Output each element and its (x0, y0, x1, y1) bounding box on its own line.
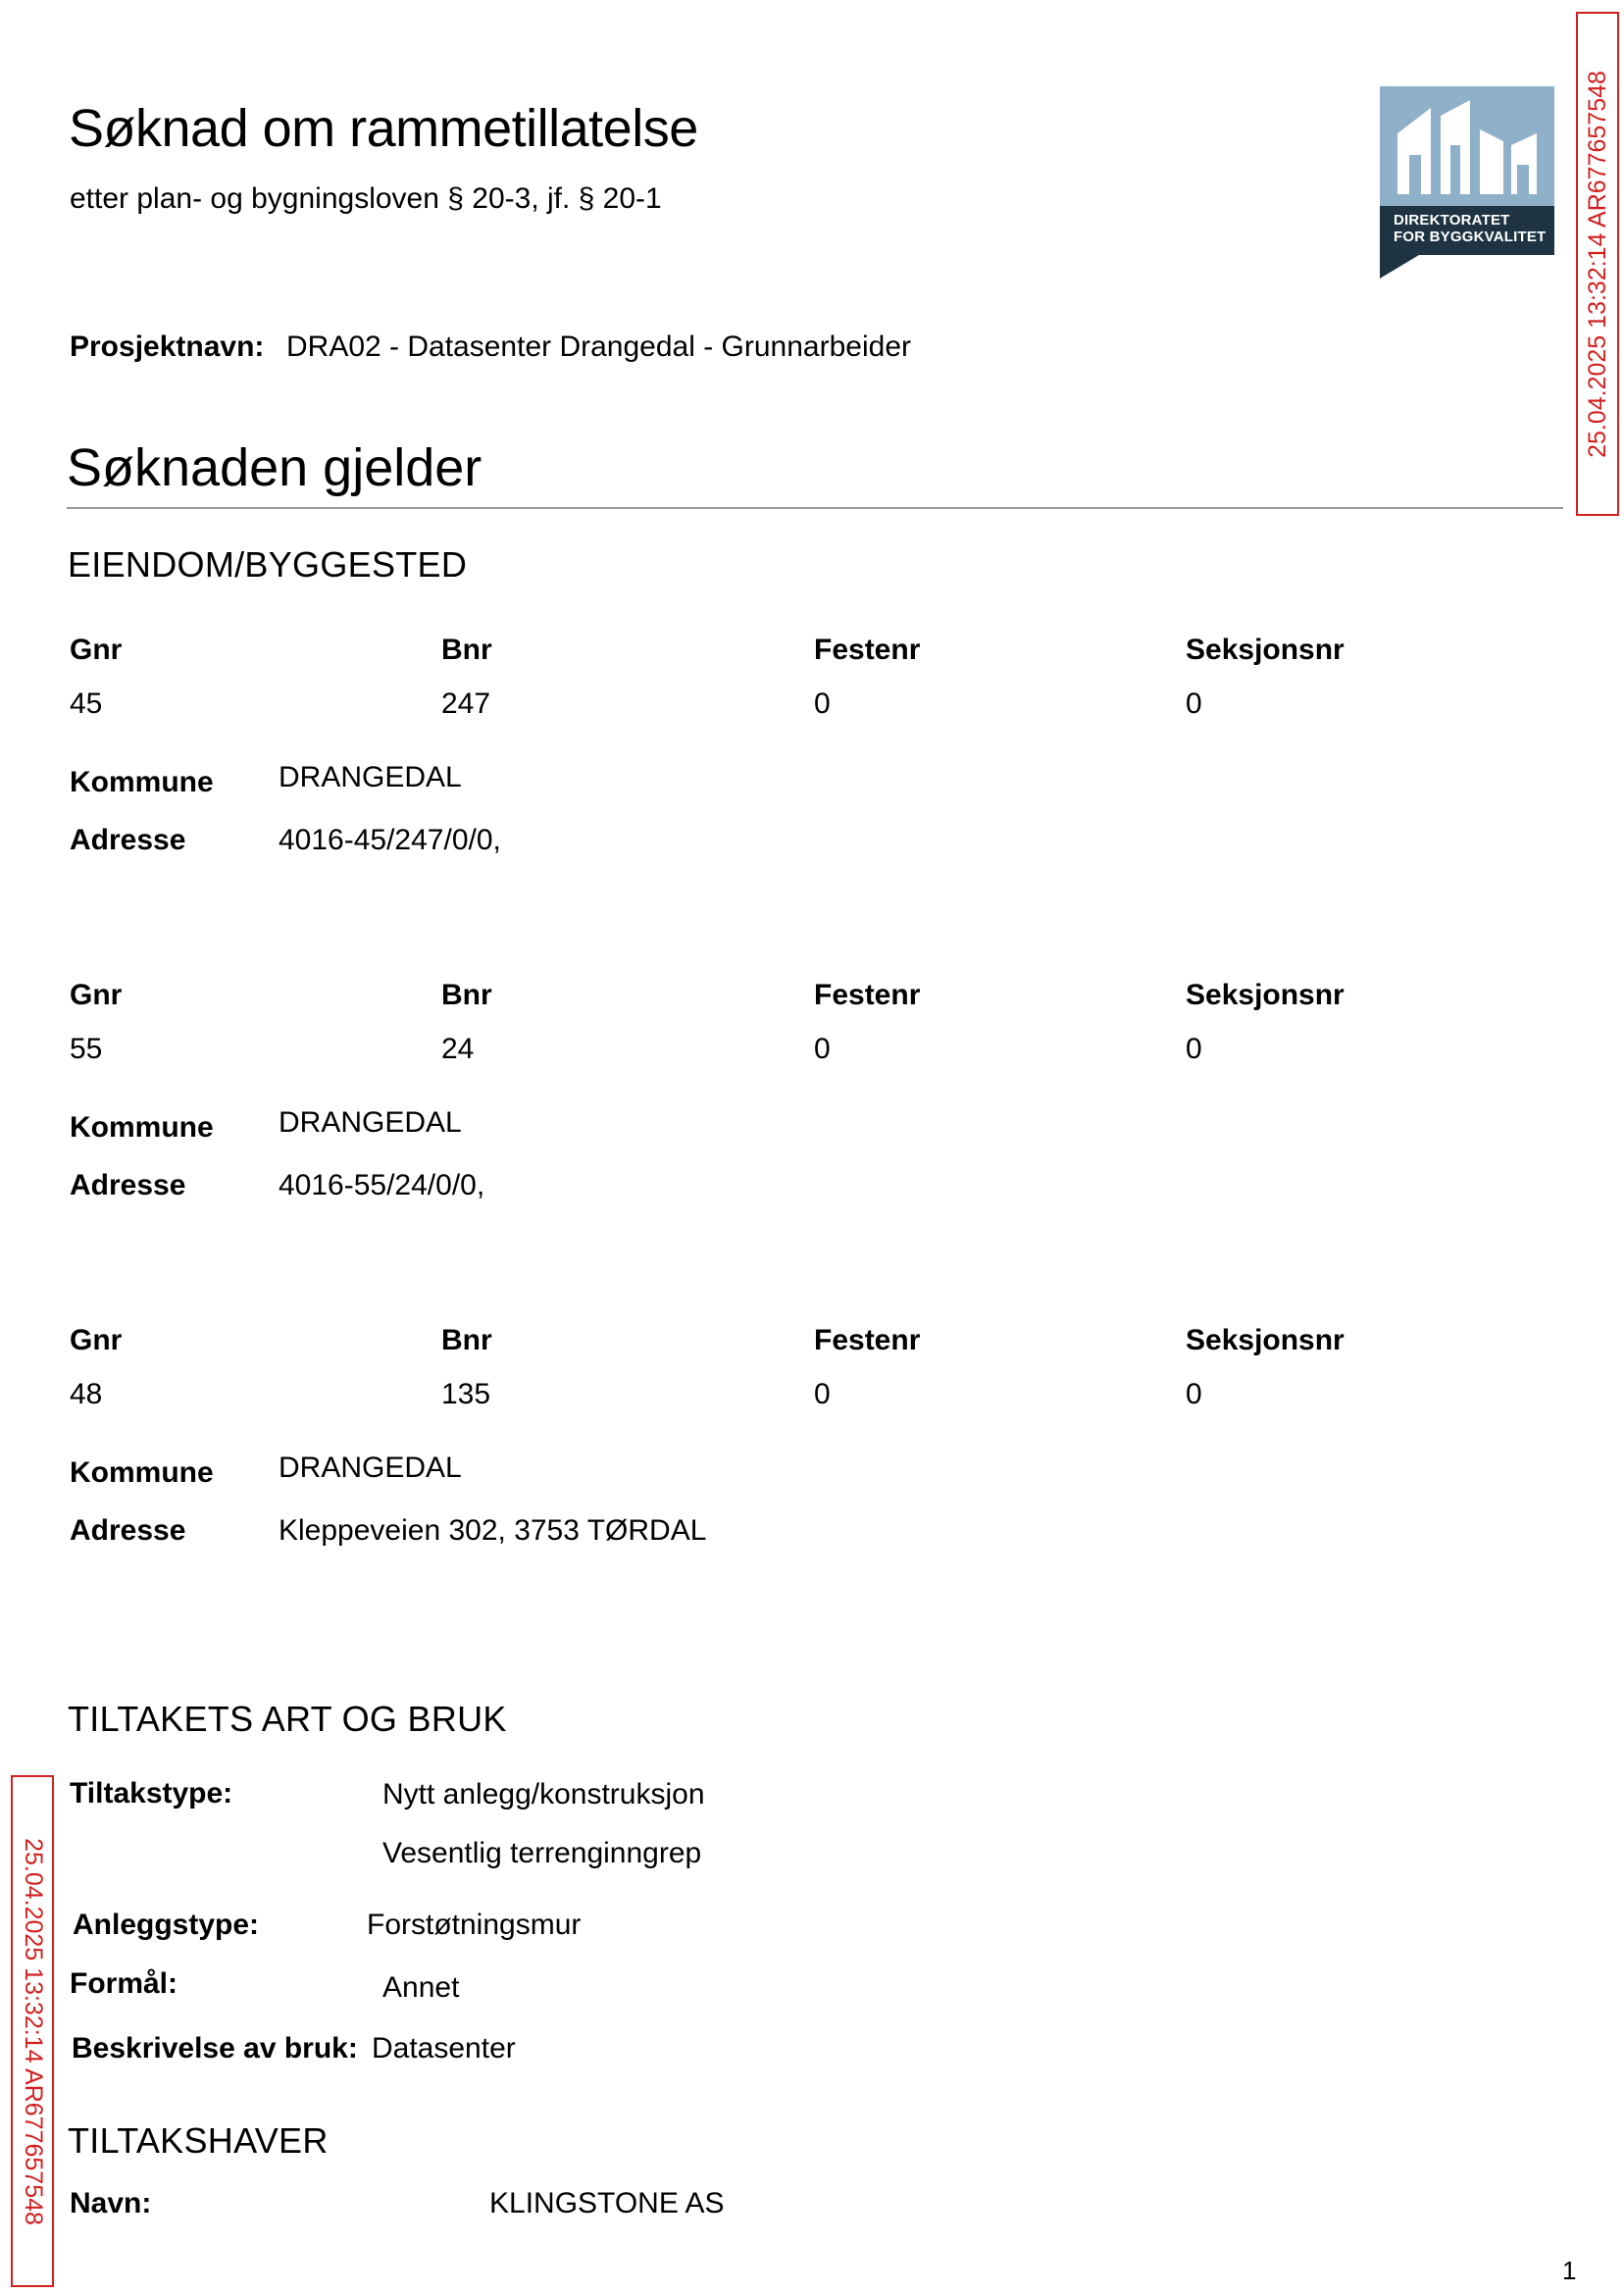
logo-text-line1: DIREKTORATET (1394, 212, 1510, 229)
adresse-label: Adresse (70, 824, 186, 856)
document-title: Søknad om rammetillatelse (69, 99, 698, 158)
seksjonsnr-value: 0 (1186, 688, 1202, 720)
festenr-label: Festenr (814, 1324, 921, 1356)
tiltakshaver-heading: TILTAKSHAVER (68, 2120, 329, 2161)
kommune-label: Kommune (70, 766, 214, 798)
archive-stamp-top-text: 25.04.2025 13:32:14 AR677657548 (1583, 70, 1611, 458)
seksjonsnr-label: Seksjonsnr (1186, 634, 1345, 666)
adresse-value: 4016-55/24/0/0, (279, 1169, 485, 1201)
festenr-label: Festenr (814, 979, 921, 1011)
document-subtitle: etter plan- og bygningsloven § 20-3, jf. § 20-1 (70, 182, 662, 215)
festenr-value: 0 (814, 1033, 831, 1065)
kommune-label: Kommune (70, 1456, 214, 1489)
dibk-logo (1380, 86, 1554, 279)
beskrivelse-label: Beskrivelse av bruk: (72, 2032, 358, 2065)
archive-stamp-bottom (11, 1775, 54, 2287)
logo-text-line2: FOR BYGGKVALITET (1394, 229, 1547, 245)
kommune-value: DRANGEDAL (279, 1452, 462, 1484)
logo-building-graphic (1380, 86, 1554, 206)
bnr-value: 247 (441, 688, 491, 720)
tiltakstype-label: Tiltakstype: (70, 1777, 233, 1810)
formal-value: Annet (382, 1971, 460, 2004)
festenr-label: Festenr (814, 634, 921, 666)
navn-label: Navn: (70, 2187, 152, 2219)
tiltakstype-value: Vesentlig terrenginngrep (382, 1837, 702, 1869)
archive-stamp-bottom-text: 25.04.2025 13:32:14 AR677657548 (19, 1837, 47, 2225)
seksjonsnr-value: 0 (1186, 1378, 1202, 1410)
kommune-label: Kommune (70, 1111, 214, 1144)
bnr-label: Bnr (441, 1324, 492, 1356)
section-divider (67, 507, 1563, 509)
archive-stamp-top (1576, 12, 1619, 516)
bnr-value: 135 (441, 1378, 491, 1410)
project-label: Prosjektnavn: (70, 331, 265, 363)
gnr-value: 48 (70, 1378, 103, 1410)
bnr-label: Bnr (441, 979, 492, 1011)
seksjonsnr-value: 0 (1186, 1033, 1202, 1065)
adresse-value: Kleppeveien 302, 3753 TØRDAL (279, 1514, 707, 1547)
festenr-value: 0 (814, 688, 831, 720)
gnr-label: Gnr (70, 634, 123, 666)
beskrivelse-value: Datasenter (372, 2032, 516, 2065)
festenr-value: 0 (814, 1378, 831, 1410)
gnr-label: Gnr (70, 1324, 123, 1356)
adresse-label: Adresse (70, 1514, 186, 1547)
bnr-label: Bnr (441, 634, 492, 666)
tiltak-heading: TILTAKETS ART OG BRUK (68, 1699, 507, 1739)
anleggstype-label: Anleggstype: (73, 1909, 260, 1941)
property-heading: EIENDOM/BYGGESTED (68, 544, 468, 585)
page-number: 1 (1562, 2256, 1577, 2285)
kommune-value: DRANGEDAL (279, 1106, 462, 1139)
gnr-value: 45 (70, 688, 103, 720)
formal-label: Formål: (70, 1967, 178, 2000)
bnr-value: 24 (441, 1033, 475, 1065)
kommune-value: DRANGEDAL (279, 761, 462, 793)
tiltakstype-value: Nytt anlegg/konstruksjon (382, 1778, 705, 1810)
gnr-value: 55 (70, 1033, 103, 1065)
seksjonsnr-label: Seksjonsnr (1186, 1324, 1345, 1356)
adresse-value: 4016-45/247/0/0, (279, 824, 501, 856)
gnr-label: Gnr (70, 979, 123, 1011)
logo-tail (1380, 255, 1419, 279)
project-value: DRA02 - Datasenter Drangedal - Grunnarbeider (286, 331, 911, 363)
logo-text (1394, 212, 1546, 245)
anleggstype-value: Forstøtningsmur (367, 1909, 582, 1941)
seksjonsnr-label: Seksjonsnr (1186, 979, 1345, 1011)
navn-value: KLINGSTONE AS (489, 2187, 725, 2219)
adresse-label: Adresse (70, 1169, 186, 1201)
section-title: Søknaden gjelder (67, 438, 482, 497)
